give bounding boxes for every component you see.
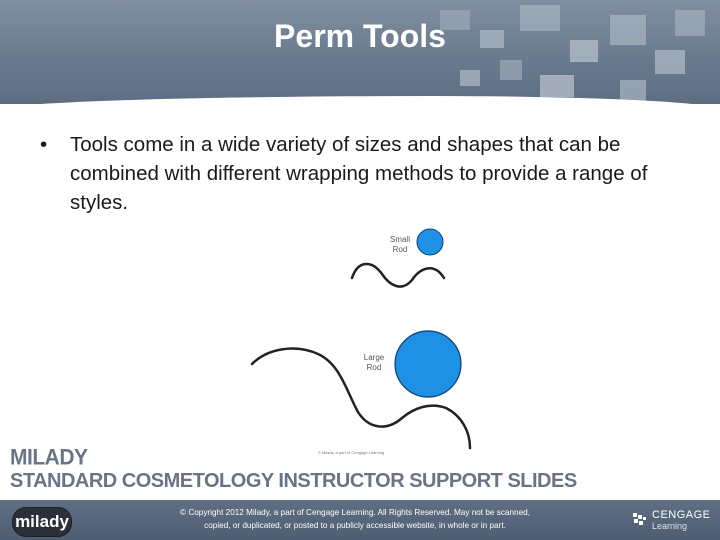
brand-line1: MILADY [10,445,88,470]
cengage-name: CENGAGE [652,509,711,521]
small-rod-label-line1: Small [389,235,411,244]
bullet-text: Tools come in a wide variety of sizes and shapes that can be combined with different wrapping methods to provide a range of styles. [70,133,648,214]
large-rod-label-line2: Rod [366,363,382,372]
copyright-line1: © Copyright 2012 Milady, a part of Cengage Learning. All Rights Reserved. May not be scanned, [180,508,530,517]
rod-diagram [240,222,480,458]
copyright-line2: copied, or duplicated, or posted to a publicly accessible website, in whole or in part. [204,521,506,530]
small-rod-circle [417,229,443,255]
cengage-mark-icon [632,512,648,528]
brand-block [10,447,577,493]
slide-header [0,0,720,104]
slide-title: Perm Tools [274,18,446,54]
cengage-logo [632,509,714,533]
copyright-notice [140,506,570,532]
milady-logo: milady [12,507,72,537]
large-rod-circle [395,331,461,397]
large-rod-group [252,331,470,448]
image-credit: © Milady, a part of Cengage Learning [318,450,385,455]
large-rod-label-line1: Large [363,353,385,362]
small-rod-hair-wave [352,264,444,287]
brand-line2: STANDARD COSMETOLOGY INSTRUCTOR SUPPORT SLIDES [10,470,577,492]
small-rod-group [352,229,444,287]
cengage-sub: Learning [652,521,688,531]
small-rod-label-line2: Rod [392,245,408,254]
bullet-marker: • [40,133,48,156]
bullet-list [40,130,660,217]
